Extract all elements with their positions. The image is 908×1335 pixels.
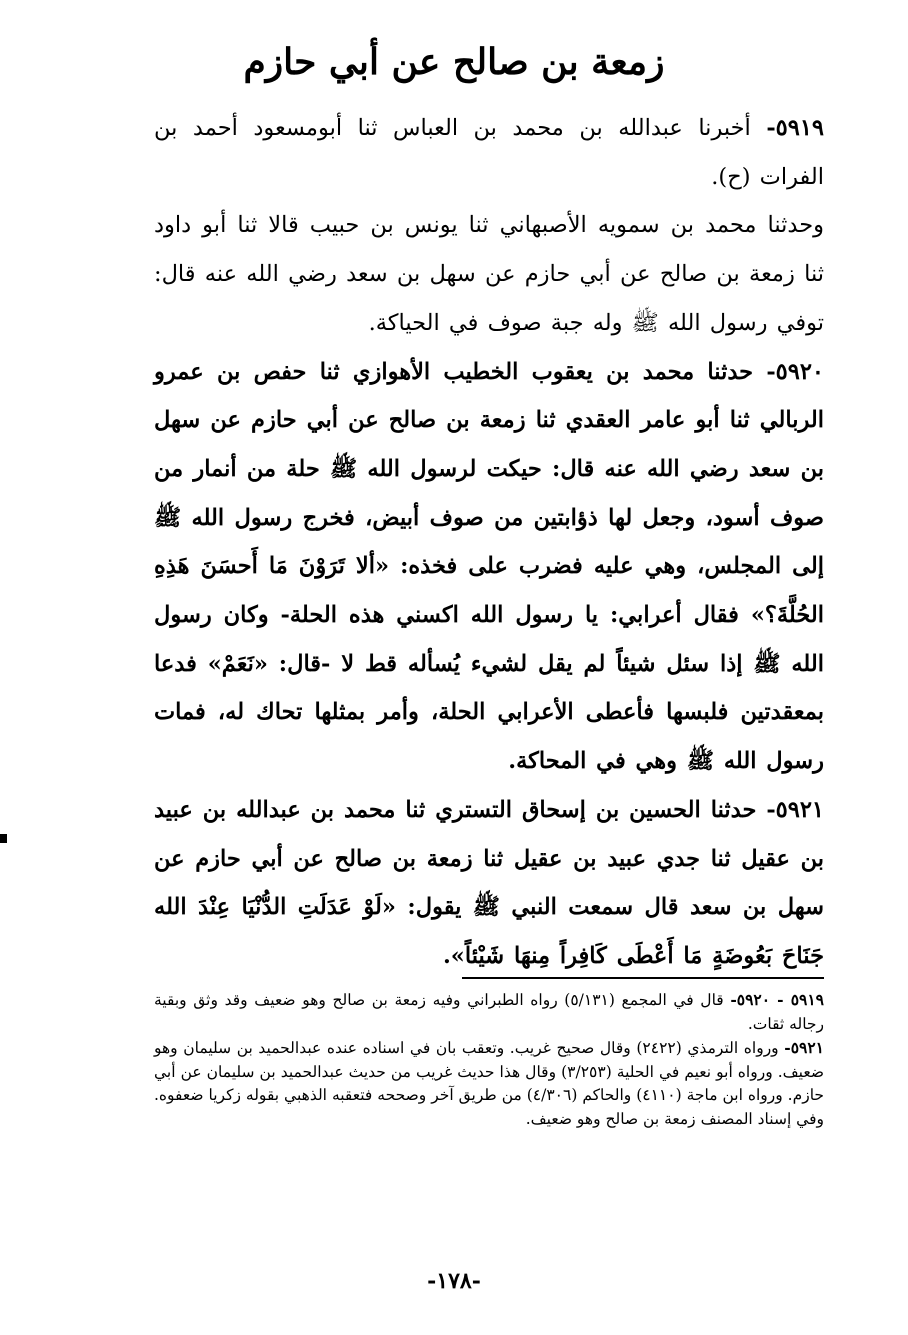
hadith-text: حدثنا الحسين بن إسحاق التستري ثنا محمد بن عبدالله بن عبيد بن عقيل ثنا جدي عبيد بن عقيل ثنا زمعة بن صالح عن أبي حازم عن سهل بن سعد قال سمعت النبي ﷺ يقول: «لَوْ عَدَلَتِ الدُّنْيَا عِنْدَ الله جَنَاحَ بَعُوضَةٍ مَا أَعْطَى كَافِراً مِنهَا شَيْئاً». <box>154 796 824 969</box>
hadith-paragraph <box>154 786 824 981</box>
page-number: -١٧٨- <box>427 1268 481 1294</box>
footnote-text: قال في المجمع (٥/١٣١) رواه الطبراني وفيه زمعة بن صالح وهو ضعيف وقد وثق وبقية رجاله ثقات. <box>154 991 824 1033</box>
scan-edge-mark <box>0 834 7 843</box>
hadith-number: ٥٩٢٠- <box>766 358 824 385</box>
footnote <box>154 988 824 1036</box>
footnote-text: ورواه الترمذي (٢٤٢٢) وقال صحيح غريب. وتعقب بان في اسناده عنده عبدالحميد بن سليمان وهو ضعيف. ورواه أبو نعيم في الحلية (٣/٢٥٣) وقال هذا حديث غريب من حديث عبدالحميد بن سليمان عن أبي حازم. ورواه ابن ماجة (٤١١٠) والحاكم (٤/٣٠٦) من طريق آخر وصححه فتعقبه الذهبي بقوله زكريا ضعفوه. وفي إسناد المصنف زمعة بن صالح وهو ضعيف. <box>154 1039 825 1128</box>
footnote-divider <box>462 977 824 979</box>
hadith-text: حدثنا محمد بن يعقوب الخطيب الأهوازي ثنا حفص بن عمرو الربالي ثنا أبو عامر العقدي ثنا زمعة بن صالح عن أبي حازم عن سهل بن سعد رضي الله عنه قال: حيكت لرسول الله ﷺ حلة من أنمار من صوف أسود، وجعل لها ذؤابتين من صوف أبيض، فخرج رسول الله ﷺ إلى المجلس، وهي عليه فضرب على فخذه: «ألا تَرَوْنَ مَا أَحسَنَ هَذِهِ الحُلَّةَ؟» فقال أعرابي: يا رسول الله اكسني هذه الحلة- وكان رسول الله ﷺ إذا سئل شيئاً لم يقل لشيء يُسأله قط لا -قال: «نَعَمْ» فدعا بمعقدتين فلبسها فأعطى الأعرابي الحلة، وأمر بمثلها تحاك له، فمات رسول الله ﷺ وهي في المحاكة. <box>154 358 824 775</box>
hadith-paragraph <box>154 104 824 201</box>
hadith-text: أخبرنا عبدالله بن محمد بن العباس ثنا أبومسعود أحمد بن الفرات (ح). <box>154 115 824 190</box>
chapter-title: زمعة بن صالح عن أبي حازم <box>243 41 665 83</box>
hadith-text: وحدثنا محمد بن سمويه الأصبهاني ثنا يونس بن حبيب قالا ثنا أبو داود ثنا زمعة بن صالح عن أبي حازم عن سهل بن سعد رضي الله عنه قال: توفي رسول الله ﷺ وله جبة صوف في الحياكة. <box>154 212 824 336</box>
footnote <box>154 1036 824 1131</box>
footnote-number: ٥٩١٩ - ٥٩٢٠- <box>730 990 824 1009</box>
footnote-number: ٥٩٢١- <box>784 1038 824 1057</box>
hadith-paragraph <box>154 348 824 786</box>
hadith-number: ٥٩١٩- <box>766 115 824 141</box>
hadith-number: ٥٩٢١- <box>766 796 824 823</box>
hadith-body <box>154 104 824 981</box>
hadith-paragraph <box>154 201 824 347</box>
footnotes <box>154 988 824 1131</box>
